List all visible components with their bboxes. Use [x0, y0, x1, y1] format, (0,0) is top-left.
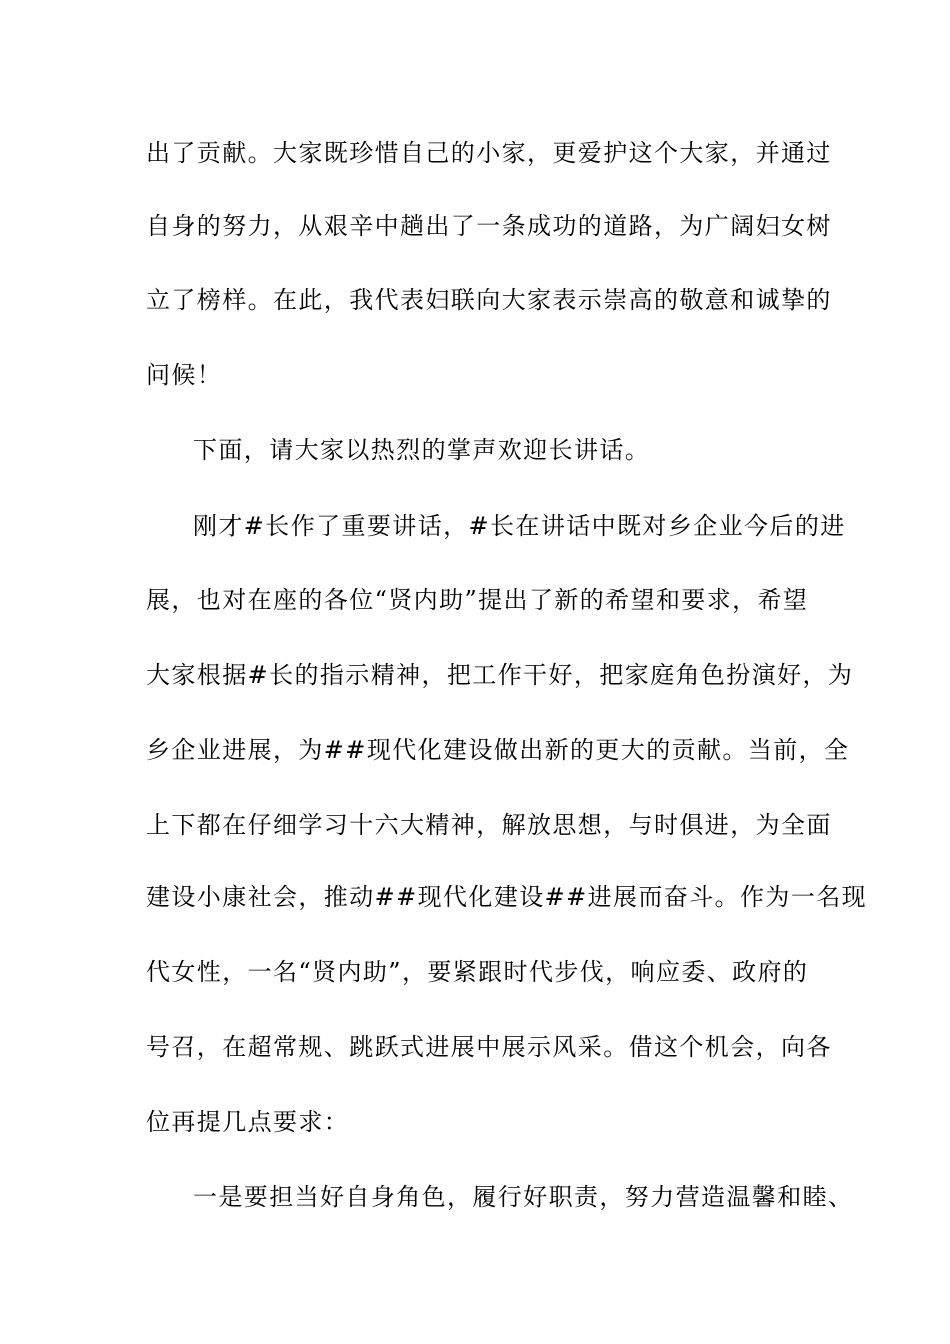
text-line: 大家根据#长的指示精神，把工作干好，把家庭角色扮演好，为: [146, 661, 854, 689]
text-line: 立了榜样。在此，我代表妇联向大家表示崇高的敬意和诚挚的: [146, 286, 832, 314]
text-line: 自身的努力，从艰辛中趟出了一条成功的道路，为广阔妇女树: [146, 212, 832, 240]
paragraph-first-line: 下面，请大家以热烈的掌声欢迎长讲话。: [193, 436, 651, 464]
text-line: 展，也对在座的各位“贤内助”提出了新的希望和要求，希望: [146, 586, 809, 614]
text-line: 位再提几点要求：: [146, 1108, 350, 1136]
text-line: 代女性，一名“贤内助”，要紧跟时代步伐，响应委、政府的: [146, 958, 809, 986]
text-line: 问候！: [146, 361, 223, 389]
paragraph-first-line: 刚才#长作了重要讲话，#长在讲话中既对乡企业今后的进: [193, 512, 846, 540]
text-line: 号召，在超常规、跳跃式进展中展示风采。借这个机会，向各: [146, 1033, 832, 1061]
text-line: 出了贡献。大家既珍惜自己的小家，更爱护这个大家，并通过: [146, 139, 832, 167]
text-line: 上下都在仔细学习十六大精神，解放思想，与时俱进，为全面: [146, 811, 832, 839]
text-line: 乡企业进展，为##现代化建设做出新的更大的贡献。当前，全: [146, 736, 850, 764]
text-line: 建设小康社会，推动##现代化建设##进展而奋斗。作为一名现: [146, 883, 868, 911]
paragraph-first-line: 一是要担当好自身角色，履行好职责，努力营造温馨和睦、: [193, 1183, 854, 1211]
